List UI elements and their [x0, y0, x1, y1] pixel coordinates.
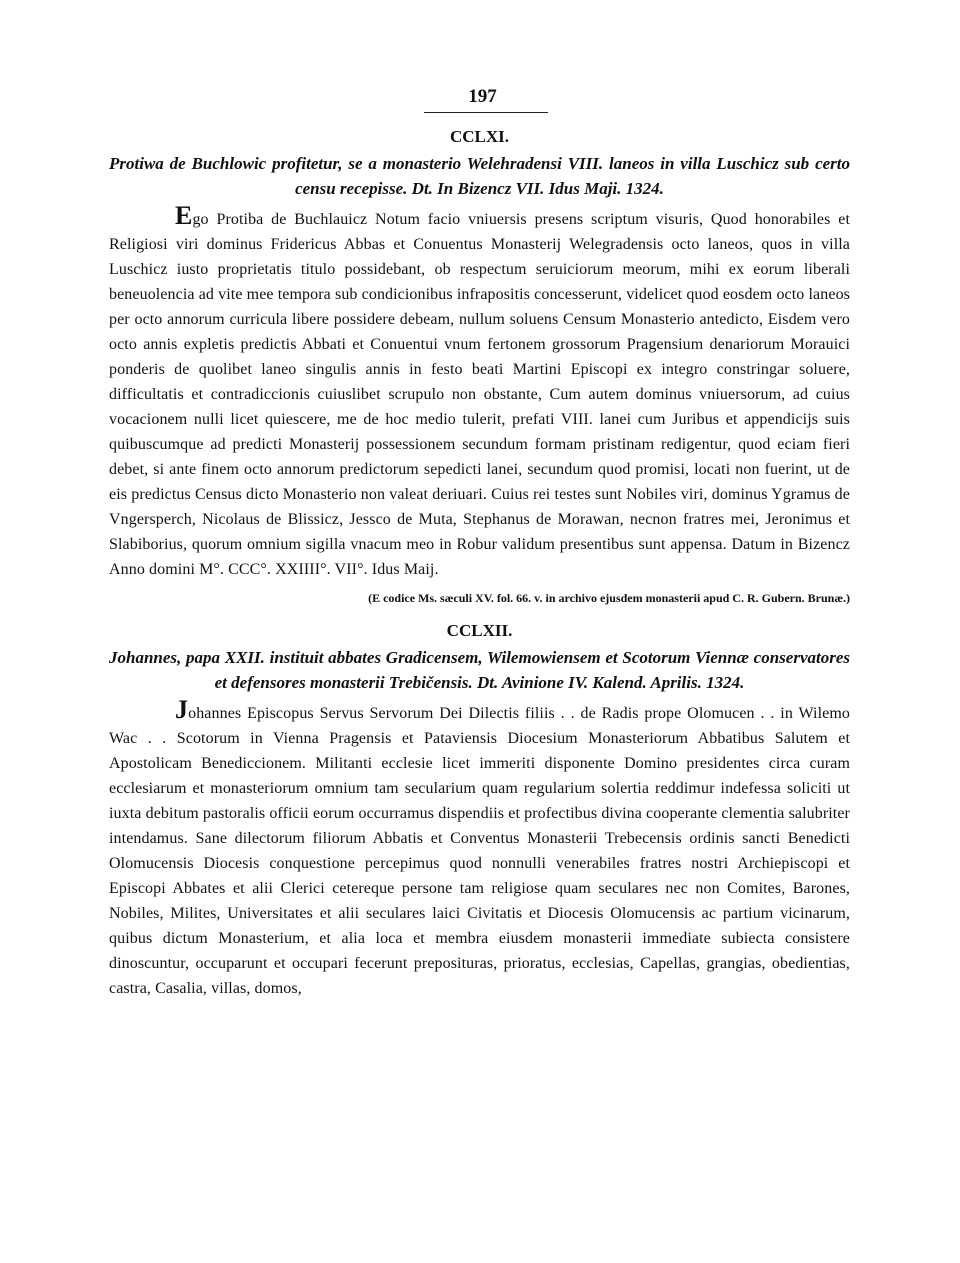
source-note: (E codice Ms. sæculi XV. fol. 66. v. in archivo ejusdem monasterii apud C. R. Gubern. Brunæ.): [368, 591, 850, 605]
document-cclxii: [109, 621, 850, 1001]
document-body: [109, 201, 850, 582]
document-body-text: go Protiba de Buchlauicz Notum facio vniuersis presens scriptum visuris, Quod honorabiles et Religiosi viri dominus Fridericus Abbas et Conuentus Monasterij Welegradensis octo laneos, quos in villa Luschicz iusto proprietatis titulo possidebant, ob respectum seruiciorum meorum, mihi ex eorum liberali beneuolencia ad vite mee tempora sub condicionibus infrapositis concesserunt, videlicet quod eosdem octo laneos per octo annorum curricula libere possidere debeam, nullum soluens Censum Monasterio antedicto, Eisdem vero octo annis expletis predictis Abbati et Conuentui vnum fertonem grossorum Pragensium denariorum Morauici ponderis de quolibet laneo singulis annis in festo beati Martini Episcopi ex integro constringar soluere, difficultatis et contradiccionis cuiuslibet scrupulo non obstante, Cum autem dominus vniuersorum, ad cuius vocacionem nulli licet quiescere, me de hoc medio tulerit, prefati VIII. lanei cum Juribus et appendicijs suis quibuscumque ad predicti Monasterij possessionem secundum formam pristinam redigentur, quod eciam fieri debet, si ante finem octo annorum predictorum sepedicti lanei, secundum quod promisi, locati non fuerint, ut de eis predictus Census dicto Monasterio non valeat deriuari. Cuius rei testes sunt Nobiles viri, dominus Ygramus de Vngersperch, Nicolaus de Blissicz, Jessco de Muta, Stephanus de Morawan, necnon fratres mei, Jeronimus et Slabiborius, quorum omnium sigilla vnacum meo in Robur validum presentibus sunt appensa. Datum in Bizencz Anno domini M°. CCC°. XXIIII°. VII°. Idus Maij.: [109, 211, 850, 578]
document-body: [109, 695, 850, 1001]
page-number: 197: [468, 86, 497, 107]
drop-initial: E: [175, 201, 193, 230]
document-cclxi: [109, 127, 850, 607]
document-heading: Johannes, papa XXII. instituit abbates Gradicensem, Wilemowiensem et Scotorum Viennæ conservatores et defensores monasterii Trebičensis. Dt. Avinione IV. Kalend. Aprilis. 1324.: [109, 648, 850, 692]
document-page: [109, 86, 850, 1001]
drop-initial: J: [175, 695, 189, 724]
page-number-rule: [424, 112, 548, 113]
document-heading: Protiwa de Buchlowic profitetur, se a monasterio Welehradensi VIII. laneos in villa Luschicz sub certo censu recepisse. Dt. In Bizencz VII. Idus Maji. 1324.: [109, 154, 850, 198]
document-body-text: ohannes Episcopus Servus Servorum Dei Dilectis filiis . . de Radis prope Olomucen . . in Wilemo Wac . . Scotorum in Vienna Pragensis et Pataviensis Diocesium Monasteriorum Abbatibus Salutem et Apostolicam Benediccionem. Militanti ecclesie licet immeriti disponente Domino presidentes circa curam ecclesiarum et monasteriorum omnium tam secularium quam regularium solertia reddimur indefessa soliciti ut iuxta debitum pastoralis officii eorum occurramus dispendiis et profectibus divina cooperante clementia salubriter intendamus. Sane dilectorum filiorum Abbatis et Conventus Monasterii Trebecensis ordinis sancti Benedicti Olomucensis Diocesis conquestione percepimus quod nonnulli venerabiles fratres nostri Archiepiscopi et Episcopi Abbates et alii Clerici cetereque persone tam religiose quam seculares nec non Comites, Barones, Nobiles, Milites, Universitates et alii seculares laici Civitatis et Diocesis Olomucensis ac partium vicinarum, quibus dictum Monasterium, et alia loca et membra eiusdem monasterii immediate subiecta consistere dinoscuntur, occuparunt et occupari fecerunt preposituras, prioratus, ecclesias, Capellas, grangias, obedientias, castra, Casalia, villas, domos,: [109, 705, 850, 997]
document-number: CCLXI.: [449, 127, 510, 146]
document-number: CCLXII.: [446, 621, 513, 640]
